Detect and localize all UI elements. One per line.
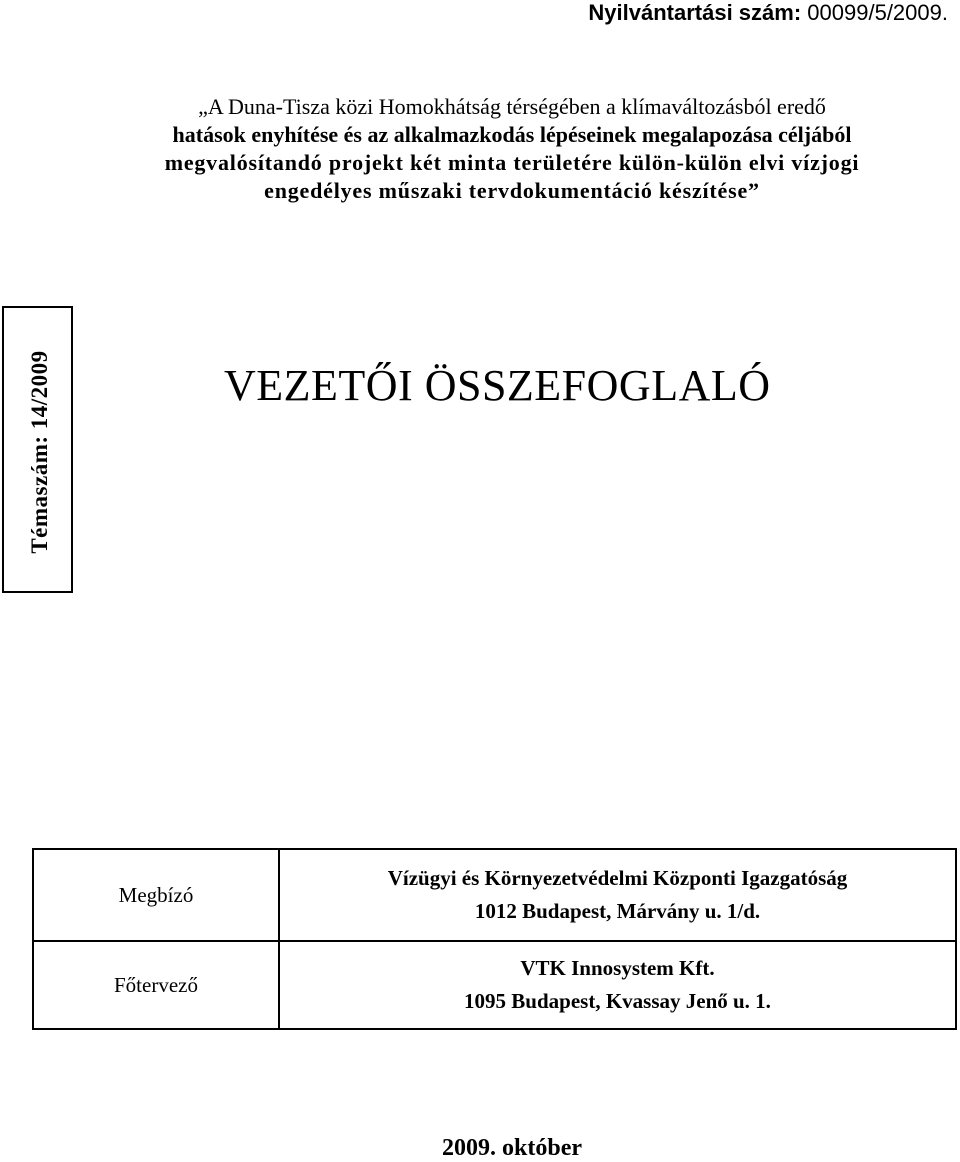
- project-title-line: engedélyes műszaki tervdokumentáció készítése”: [264, 178, 760, 203]
- client-label: Megbízó: [33, 849, 279, 941]
- client-name: Vízügyi és Környezetvédelmi Központi Igazgatóság: [387, 866, 848, 890]
- registration-number: [588, 0, 948, 26]
- project-title-line: hatások enyhítése és az alkalmazkodás lépéseinek megalapozása céljából: [172, 122, 852, 147]
- project-title: [60, 93, 960, 205]
- table-row: [33, 849, 956, 941]
- document-heading: VEZETŐI ÖSSZEFOGLALÓ: [224, 361, 771, 410]
- table-row: [33, 941, 956, 1029]
- chief-designer-name: VTK Innosystem Kft.: [520, 956, 715, 980]
- project-title-line: megvalósítandó projekt két minta területére külön-külön elvi vízjogi: [164, 150, 860, 175]
- parties-table: [32, 848, 957, 1030]
- chief-designer-label: Főtervező: [33, 941, 279, 1029]
- registration-value: 00099/5/2009.: [807, 0, 948, 25]
- chief-designer-details: [279, 941, 956, 1029]
- client-address: 1012 Budapest, Márvány u. 1/d.: [474, 899, 761, 923]
- registration-label: Nyilvántartási szám:: [588, 0, 802, 25]
- topic-number: Témaszám: 14/2009: [27, 350, 52, 554]
- client-details: [279, 849, 956, 941]
- chief-designer-address: 1095 Budapest, Kvassay Jenő u. 1.: [464, 989, 771, 1013]
- topic-number-box: [2, 306, 73, 593]
- document-date: 2009. október: [442, 1135, 582, 1161]
- project-title-line: „A Duna-Tisza közi Homokhátság térségében a klímaváltozásból eredő: [198, 94, 826, 119]
